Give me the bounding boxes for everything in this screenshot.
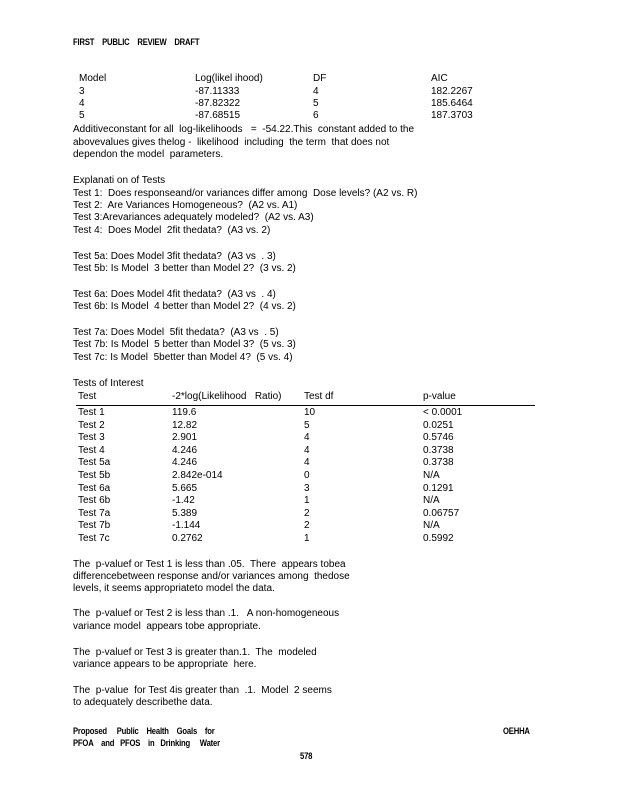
cell: Test 4 [78, 444, 105, 456]
tests-table-header [0, 391, 618, 403]
cell: 1 [304, 495, 310, 507]
cell: -87.82322 [195, 98, 241, 109]
cell: 2.901 [172, 432, 198, 444]
model-table-header [0, 73, 618, 85]
note-line: dependon the model parameters. [73, 149, 224, 160]
cell: Test 7b [78, 520, 111, 532]
table-row [0, 432, 618, 444]
cell: 0 [304, 470, 310, 481]
cell: 0.0251 [423, 419, 454, 431]
cell: 4 [304, 444, 310, 456]
cell: 5 [79, 110, 85, 121]
cell: -1.144 [172, 520, 201, 532]
cell: Test 7c [78, 533, 110, 544]
cell: Test 2 [78, 419, 105, 431]
loglik-col-header: Log(likel ihood) [195, 73, 263, 84]
cell: -87.11333 [195, 86, 240, 97]
table-row [0, 445, 618, 457]
cell: 4.246 [172, 457, 198, 469]
cell: 182.2267 [431, 86, 473, 97]
cell: Test 1 [78, 407, 105, 418]
cell: 4 [313, 86, 319, 97]
table-row [0, 483, 618, 495]
cell: 2.842e-014 [172, 470, 223, 481]
explanation-line: Test 4: Does Model 2fit thedata? (A3 vs. 2) [73, 225, 271, 236]
lr-col-header: -2*log(Likelihood Ratio) [172, 391, 282, 402]
table-row [0, 520, 618, 532]
note-line: Additiveconstant for all log-likelihoods = -54.22.This constant added to the [73, 124, 415, 135]
explanation-line: Test 6a: Does Model 4fit thedata? (A3 vs . 4) [73, 289, 276, 300]
cell: Test 6b [78, 495, 111, 507]
table-row [0, 470, 618, 482]
explanation-line: Test 7a: Does Model 5fit thedata? (A3 vs . 5) [73, 327, 279, 338]
conclusion-line: The p-valuef or Test 1 is less than .05. There appears tobea [73, 559, 346, 570]
note-line: abovevalues gives thelog - likelihood including the term that does not [73, 137, 390, 148]
cell: 4 [304, 457, 310, 469]
cell: Test 5b [78, 470, 111, 481]
cell: 4.246 [172, 444, 198, 456]
cell: -87.68515 [195, 110, 241, 121]
table-row [0, 457, 618, 469]
cell: 3 [79, 86, 85, 97]
draft-header: FIRST PUBLIC REVIEW DRAFT [73, 37, 200, 47]
explanation-line: Test 7c: Is Model 5better than Model 4? (5 vs. 4) [73, 352, 293, 363]
cell: 0.06757 [423, 507, 460, 519]
conclusion-line: to adequately describethe data. [73, 697, 213, 708]
cell: 0.1291 [423, 482, 454, 494]
df-col-header: DF [313, 73, 327, 84]
explanation-line: Test 2: Are Variances Homogeneous? (A2 vs. A1) [73, 200, 298, 211]
cell: 0.3738 [423, 457, 454, 469]
footer-title-line: PFOA and PFOS in Drinking Water [73, 738, 220, 748]
explanation-title: Explanati on of Tests [73, 175, 166, 186]
cell: 187.3703 [431, 110, 473, 121]
cell: 0.5992 [423, 533, 454, 544]
cell: 4 [304, 432, 310, 444]
cell: Test 6a [78, 482, 111, 494]
conclusion-line: variance model appears tobe appropriate. [73, 621, 261, 632]
cell: 3 [304, 482, 310, 494]
cell: 2 [304, 520, 310, 532]
table-row [0, 508, 618, 520]
conclusion-line: The p-valuef or Test 2 is less than .1. A non-homogeneous [73, 608, 340, 619]
cell: 5 [313, 98, 319, 109]
table-row [0, 86, 618, 98]
cell: 0.5746 [423, 432, 454, 444]
cell: < 0.0001 [423, 407, 463, 418]
df-col-header: Test df [304, 391, 334, 402]
cell: 5.389 [172, 507, 198, 519]
pvalue-col-header: p-value [423, 391, 456, 402]
cell: 12.82 [172, 419, 198, 431]
cell: N/A [423, 495, 440, 507]
conclusion-line: The p-value for Test 4is greater than .1. Model 2 seems [73, 685, 332, 696]
cell: -1.42 [172, 495, 195, 507]
conclusion-line: variance appears to be appropriate here. [73, 659, 257, 670]
cell: Test 3 [78, 432, 105, 444]
cell: 4 [79, 98, 85, 109]
explanation-line: Test 3:Arevariances adequately modeled? (A2 vs. A3) [73, 212, 314, 223]
model-col-header: Model [79, 73, 107, 84]
explanation-line: Test 6b: Is Model 4 better than Model 2? (4 vs. 2) [73, 301, 296, 312]
conclusion-line: levels, it seems appropriateto model the data. [73, 583, 275, 594]
cell: 10 [304, 407, 316, 418]
test-col-header: Test [78, 391, 97, 402]
cell: Test 7a [78, 507, 111, 519]
table-row [0, 533, 618, 545]
explanation-line: Test 5a: Does Model 3fit thedata? (A3 vs . 3) [73, 251, 276, 262]
cell: 1 [304, 533, 310, 544]
table-row [0, 98, 618, 110]
cell: 119.6 [172, 407, 197, 418]
footer-title-line: Proposed Public Health Goals for [73, 726, 215, 736]
page-number: 578 [300, 751, 313, 761]
explanation-line: Test 1: Does responseand/or variances differ among Dose levels? (A2 vs. R) [73, 188, 418, 199]
table-row [0, 407, 618, 419]
cell: 0.3738 [423, 444, 454, 456]
cell: N/A [423, 470, 440, 481]
conclusion-line: differencebetween response and/or variances among thedose [73, 571, 350, 582]
explanation-line: Test 5b: Is Model 3 better than Model 2? (3 vs. 2) [73, 263, 296, 274]
aic-col-header: AIC [431, 73, 448, 84]
cell: 5.665 [172, 482, 198, 494]
tests-table-title: Tests of Interest [73, 378, 144, 389]
explanation-line: Test 7b: Is Model 5 better than Model 3? (5 vs. 3) [73, 339, 296, 350]
table-row [0, 495, 618, 507]
footer-agency: OEHHA [503, 726, 530, 736]
cell: Test 5a [78, 457, 111, 469]
cell: 0.2762 [172, 533, 203, 544]
conclusion-line: The p-valuef or Test 3 is greater than.1. The modeled [73, 647, 317, 658]
cell: 5 [304, 419, 310, 431]
cell: 2 [304, 507, 310, 519]
cell: 185.6464 [431, 98, 473, 109]
table-divider [76, 405, 535, 406]
cell: 6 [313, 110, 319, 121]
table-row [0, 420, 618, 432]
table-row [0, 110, 618, 122]
cell: N/A [423, 520, 440, 532]
